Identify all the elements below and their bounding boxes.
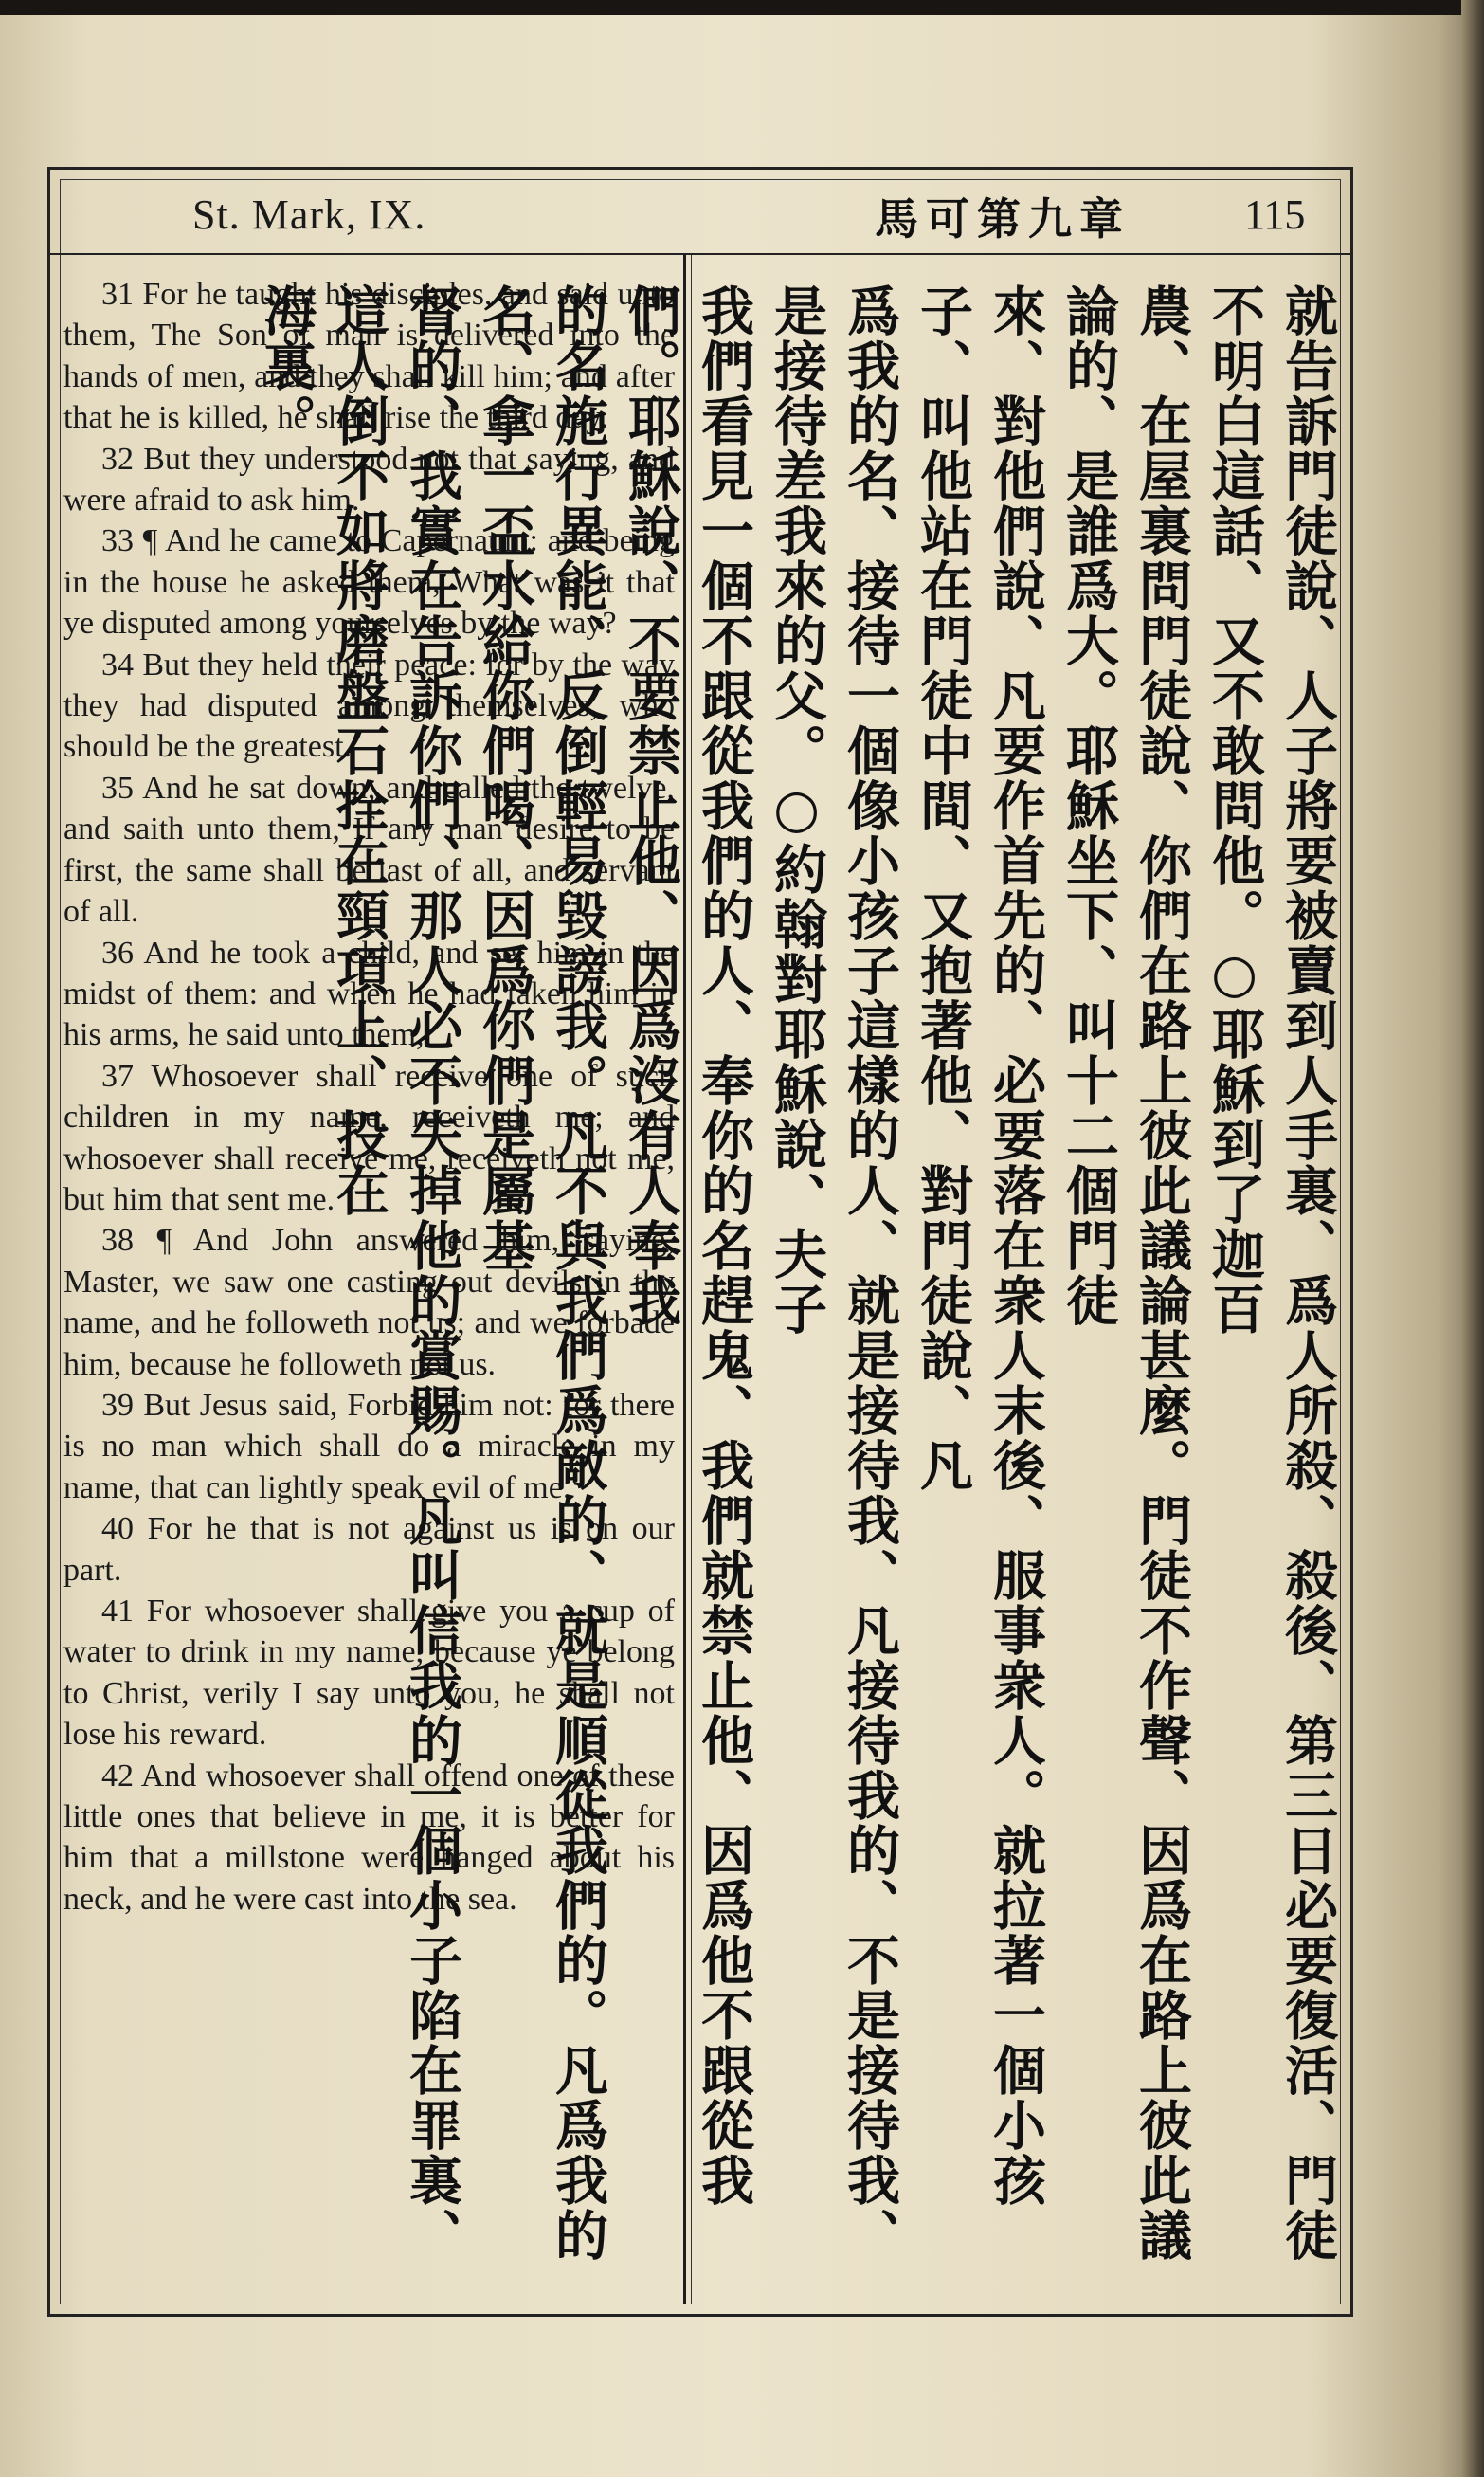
scan-top-edge <box>0 0 1484 15</box>
page-frame <box>47 167 1353 2317</box>
chinese-line-5: 我們看見一個不跟從我們的人、奉你的名趕鬼、我們就禁止他、因爲他不跟從我們。耶穌說、不要禁止他、因爲沒有人奉我 <box>620 283 754 2208</box>
chinese-line-6: 的名施行異能、反倒輕易毀謗我。凡不與我們爲敵的、就是順從我們的。凡爲我的名、拿一盃水給你們喝、因爲你們是屬基 <box>474 283 608 2263</box>
chinese-line-1: 就告訴門徒說、人子將要被賣到人手裏、爲人所殺、殺後、第三日必要復活、門徒不明白這話、又不敢問他。○耶穌到了迦百 <box>1203 283 1338 2263</box>
header-rule <box>50 253 1350 255</box>
chinese-line-3: 來、對他們說、凡要作首先的、必要落在衆人末後、服事衆人。就拉著一個小孩子、叫他站在門徒中間、又抱著他、對門徒說、凡 <box>912 283 1046 2208</box>
verse-34: 34 But they held their peace: for by the way they had disputed among themselves, who should be the greatest. <box>63 647 675 765</box>
verse-42: 42 And whosoever shall offend one of these little ones that believe in me, it is better for him that a millstone were hanged about his neck, and he were cast into the sea. <box>63 1758 675 1917</box>
verse-40: 40 For he that is not against us is on our part. <box>63 1511 675 1588</box>
verse-31: 31 For he taught his disciples, and said unto them, The Son of man is delivered into the hands of men, and they shall kill him; and after that he is killed, he shall rise the third day. <box>63 277 675 436</box>
verse-33: 33 ¶ And he came to Capernaum: and being in the house he asked them, What was it that ye disputed among yourselves by the way? <box>63 523 675 642</box>
chinese-line-8: 海裏。 <box>255 283 317 448</box>
page-gutter-shadow <box>1461 0 1484 2477</box>
running-title: St. Mark, IX. <box>192 191 426 238</box>
chinese-line-7: 督的、我實在告訴你們、那人必不失掉他的賞賜。凡叫信我的一個小子陷在罪裏、這人倒不如將磨盤石拴在頸項上、投在 <box>328 283 462 2263</box>
chinese-line-2: 農、在屋裏問門徒說、你們在路上彼此議論甚麼。門徒不作聲、因爲在路上彼此議論的、是誰爲大。耶穌坐下、叫十二個門徒 <box>1058 283 1192 2263</box>
verse-41: 41 For whosoever shall give you a cup of water to drink in my name, because ye belong to Christ, verily I say unto you, he shall not lose his reward. <box>63 1594 675 1753</box>
chinese-running-title: 馬可第九章 <box>875 193 1131 245</box>
verse-32: 32 But they understood not that saying, and were afraid to ask him. <box>63 441 675 519</box>
verse-37: 37 Whosoever shall receive one of such children in my name, receiveth me; and whosoever shall receive me, receiveth not me, but him that sent me. <box>63 1058 675 1217</box>
verse-38: 38 ¶ And John answered him, saying, Master, we saw one casting out devils in thy name, and he followeth not us; and we forbade him, because he followeth not us. <box>63 1223 675 1382</box>
chinese-line-4: 爲我的名、接待一個像小孩子這樣的人、就是接待我、凡接待我的、不是接待我、是接待差我來的父。○約翰對耶穌說、夫子 <box>766 283 900 2263</box>
page-number: 115 <box>1244 191 1306 238</box>
verse-39: 39 But Jesus said, Forbid him not: for there is no man which shall do a miracle in my name, that can lightly speak evil of me. <box>63 1387 675 1505</box>
verse-35: 35 And he sat down, and called the twelve, and saith unto them, If any man desire to be first, the same shall be last of all, and servant of all. <box>63 770 675 930</box>
verse-36: 36 And he took a child, and set him in the midst of them: and when he had taken him in his arms, he said unto them, <box>63 935 675 1053</box>
